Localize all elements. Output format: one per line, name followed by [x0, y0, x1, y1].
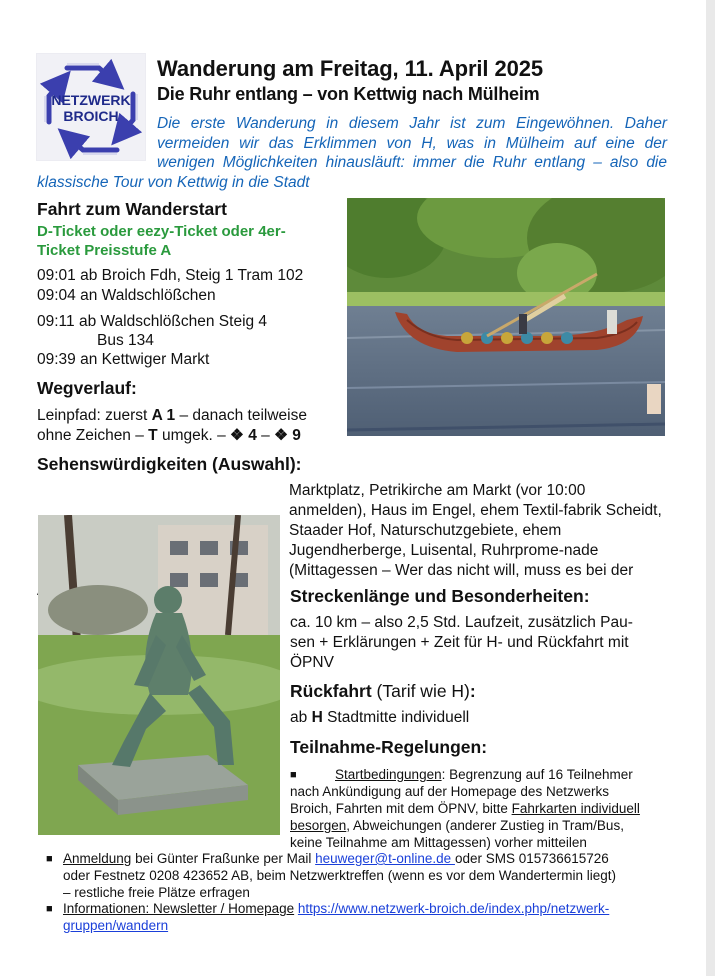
return-text-post: Stadtmitte individuell: [322, 709, 470, 726]
homepage-link-cont[interactable]: gruppen/wandern: [63, 918, 169, 933]
tickets-individual-text: Fahrkarten individuell: [511, 801, 640, 816]
rules-text: , Abweichungen (anderer Zustieg in Tram/Bus,: [346, 818, 624, 833]
page-edge: [706, 0, 715, 976]
registration-line-3: – restliche freie Plätze erfragen: [63, 885, 250, 900]
rules-start-line-5: keine Teilnahme am Mittagessen) vorher mitteilen: [290, 835, 587, 850]
registration-sms: oder SMS 015736615726: [454, 851, 609, 866]
rules-start-line-4: [290, 817, 624, 834]
rules-text: : Begrenzung auf 16 Teilnehmer: [441, 767, 633, 782]
bullet-icon: ■: [46, 853, 53, 865]
schedule-line-3: 09:11 ab Waldschlößchen Steig 4: [37, 313, 268, 330]
distance-line-1: ca. 10 km – also 2,5 Std. Laufzeit, zusätzlich Pau-: [290, 614, 633, 631]
info-line-2: [63, 917, 168, 934]
rules-start-line-3: [290, 800, 640, 817]
sights-heading: Sehenswürdigkeiten (Auswahl):: [37, 454, 302, 474]
tickets-procure-text: besorgen: [290, 818, 347, 833]
distance-heading-text: Streckenlänge und Besonderheiten: [290, 586, 584, 606]
bullet-icon: ■: [46, 903, 53, 915]
schedule-line-5: 09:39 an Kettwiger Markt: [37, 351, 210, 368]
return-heading: [290, 681, 476, 702]
intro-body: Die erste Wanderung in diesem Jahr ist zum Eingewöhnen. Daher vermeiden wir das Erklimmen von H, was in Mülheim auf eine der wenigen Möglichkeiten hinausläuft: immer die Ruhr entlang – also die klassische Tour von Kettwig in die Stadt: [37, 115, 667, 191]
schedule-line-4: Bus 134: [97, 332, 154, 349]
route-mark-a1: A 1: [151, 407, 176, 424]
sights-body: Marktplatz, Petrikirche am Markt (vor 10:00 anmelden), Haus im Engel, ehem Textil-fabrik Scheidt, Staader Hof, Naturschutzgebiete, ehem Jugendherberge, Luisental, Ruhrprome-nade (Mittagessen – Wer das nicht will, muss es bei der: [289, 482, 662, 579]
email-link[interactable]: heuweger@t-online.de: [315, 851, 455, 866]
return-heading-text: Rückfahrt: [290, 681, 372, 701]
route-line-2: [37, 426, 301, 446]
route-mark-4: ❖ 4: [230, 427, 257, 444]
viking-boat-photo: [347, 198, 665, 436]
rules-text: Broich, Fahrten mit dem ÖPNV, bitte: [290, 801, 512, 816]
route-text: – danach teilweise: [175, 407, 307, 424]
ticket-line-2: Ticket Preisstufe A: [37, 242, 172, 259]
bullet-icon: ■: [290, 769, 297, 781]
distance-heading-colon: :: [583, 586, 590, 606]
travel-heading: Fahrt zum Wanderstart: [37, 199, 227, 219]
info-line-1: [63, 900, 609, 917]
route-line-1: [37, 406, 307, 426]
ticket-info: [37, 222, 337, 260]
route-mark-9: ❖ 9: [274, 427, 301, 444]
logo-text-netzwerk: NETZWERK: [51, 92, 131, 108]
schedule-line-1: 09:01 ab Broich Fdh, Steig 1 Tram 102: [37, 267, 304, 284]
registration-line-2: oder Festnetz 0208 423652 AB, beim Netzwerktreffen (wenn es vor dem Wandertermin liegt): [63, 868, 617, 883]
return-colon: :: [469, 681, 476, 701]
rules-start-line-2: nach Ankündigung auf der Homepage des Netzwerks: [290, 784, 609, 799]
schedule-line-2: 09:04 an Waldschlößchen: [37, 287, 216, 304]
route-mark-t: T: [148, 427, 158, 444]
page-title: Wanderung am Freitag, 11. April 2025: [157, 56, 543, 81]
start-conditions-label: Startbedingungen: [335, 767, 442, 782]
return-text: [290, 708, 469, 728]
info-label: Informationen: Newsletter / Homepage: [63, 901, 295, 916]
route-text: Leinpfad: zuerst: [37, 407, 152, 424]
ticket-line-1: D-Ticket oder eezy-Ticket oder 4er-: [37, 223, 286, 240]
route-text: ohne Zeichen –: [37, 427, 149, 444]
route-text: umgek. –: [157, 427, 231, 444]
page-subtitle: Die Ruhr entlang – von Kettwig nach Mülheim: [157, 84, 540, 104]
return-tariff: (Tarif wie H): [371, 681, 470, 701]
rules-start-line-1: [335, 766, 633, 783]
return-text-h: H: [311, 709, 323, 726]
distance-line-3: ÖPNV: [290, 654, 334, 671]
route-heading: Wegverlauf:: [37, 378, 137, 398]
registration-text: bei Günter Fraßunke per Mail: [131, 851, 316, 866]
intro-text: [37, 114, 667, 192]
logo-text-broich: BROICH: [63, 108, 119, 124]
route-text: –: [256, 427, 275, 444]
return-text-pre: ab: [290, 709, 312, 726]
registration-label: Anmeldung: [63, 851, 132, 866]
homepage-link[interactable]: https://www.netzwerk-broich.de/index.php/netzwerk-: [297, 901, 610, 916]
distance-heading: [290, 586, 590, 607]
distance-line-2: sen + Erklärungen + Zeit für H- und Rückfahrt mit: [290, 634, 629, 651]
statue-photo: [38, 515, 280, 835]
rules-heading: Teilnahme-Regelungen:: [290, 737, 488, 757]
registration-line-1: [63, 850, 609, 867]
